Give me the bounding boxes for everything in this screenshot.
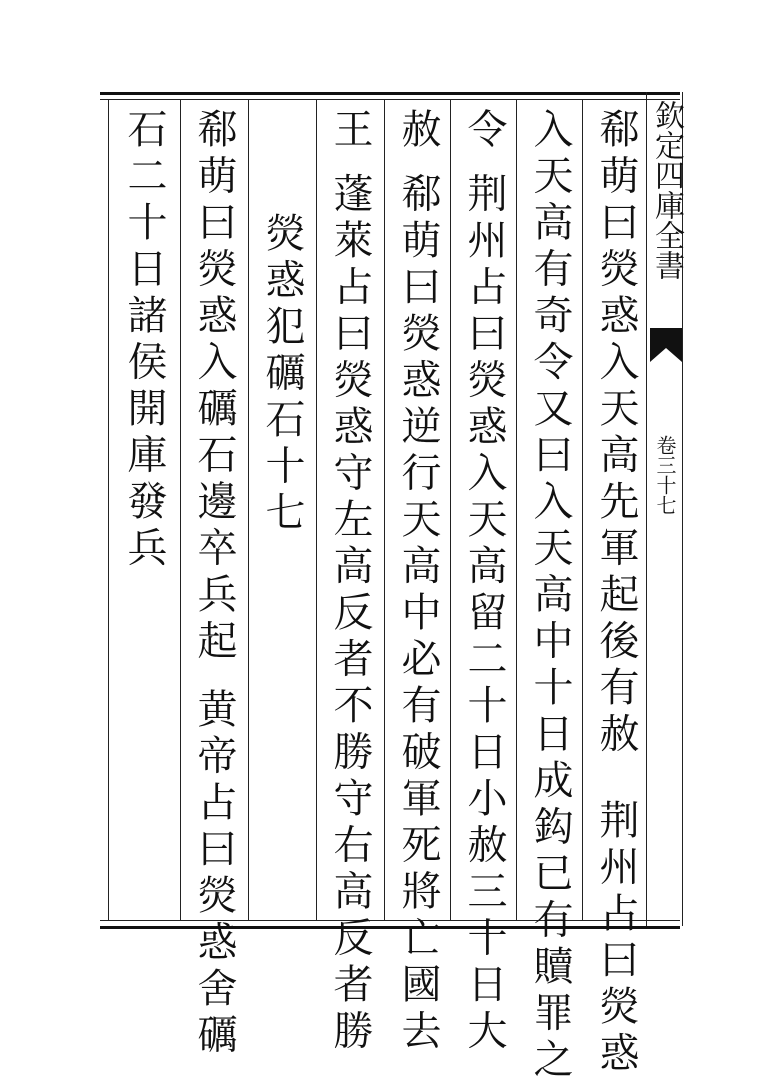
text-column-2	[524, 108, 576, 1085]
section-heading	[256, 212, 308, 538]
column-rule	[384, 100, 385, 920]
text-column-3	[458, 108, 510, 1056]
column-text-tail: 荆州占曰熒惑入天高留二十日小赦三十日大	[461, 172, 507, 1056]
column-text-tail: 荆州占曰熒惑	[593, 799, 639, 1078]
volume-number: 卷三十七	[653, 435, 677, 515]
column-text-tail: 郗萌曰熒惑逆行天高中必有破軍死將亡國去	[395, 172, 441, 1056]
frame-top-border	[100, 92, 680, 95]
column-rule	[516, 100, 517, 920]
heading-text: 熒惑犯礪石十七	[259, 212, 305, 538]
frame-top-inner-border	[100, 99, 680, 100]
column-text: 令	[461, 108, 507, 155]
column-text: 入天高有奇令又曰入天高中十日成鈎已有贖罪之	[527, 108, 573, 1085]
column-text: 郗萌曰熒惑入礪石邊卒兵起	[191, 108, 237, 666]
column-rule	[108, 100, 109, 920]
column-rule	[248, 100, 249, 920]
column-rule	[582, 100, 583, 920]
column-text-tail: 蓬萊占曰熒惑守左高反者不勝守右高反者勝	[327, 172, 373, 1056]
text-column-8	[118, 108, 170, 573]
fish-tail-mark-icon	[650, 328, 682, 362]
book-title: 欽定四庫全書	[649, 100, 684, 280]
column-rule	[180, 100, 181, 920]
column-rule	[316, 100, 317, 920]
column-rule	[646, 92, 647, 926]
column-rule	[450, 100, 451, 920]
text-column-5	[324, 108, 376, 1056]
text-column-4	[392, 108, 444, 1056]
column-text-tail: 黄帝占曰熒惑舍礪	[191, 688, 237, 1060]
column-text: 郗萌曰熒惑入天高先軍起後有赦	[593, 108, 639, 759]
text-column-1	[590, 108, 642, 1078]
column-text: 王	[327, 108, 373, 155]
column-text: 石二十日諸侯開庫發兵	[121, 108, 167, 573]
text-column-7	[188, 108, 240, 1060]
column-text: 赦	[395, 108, 441, 155]
